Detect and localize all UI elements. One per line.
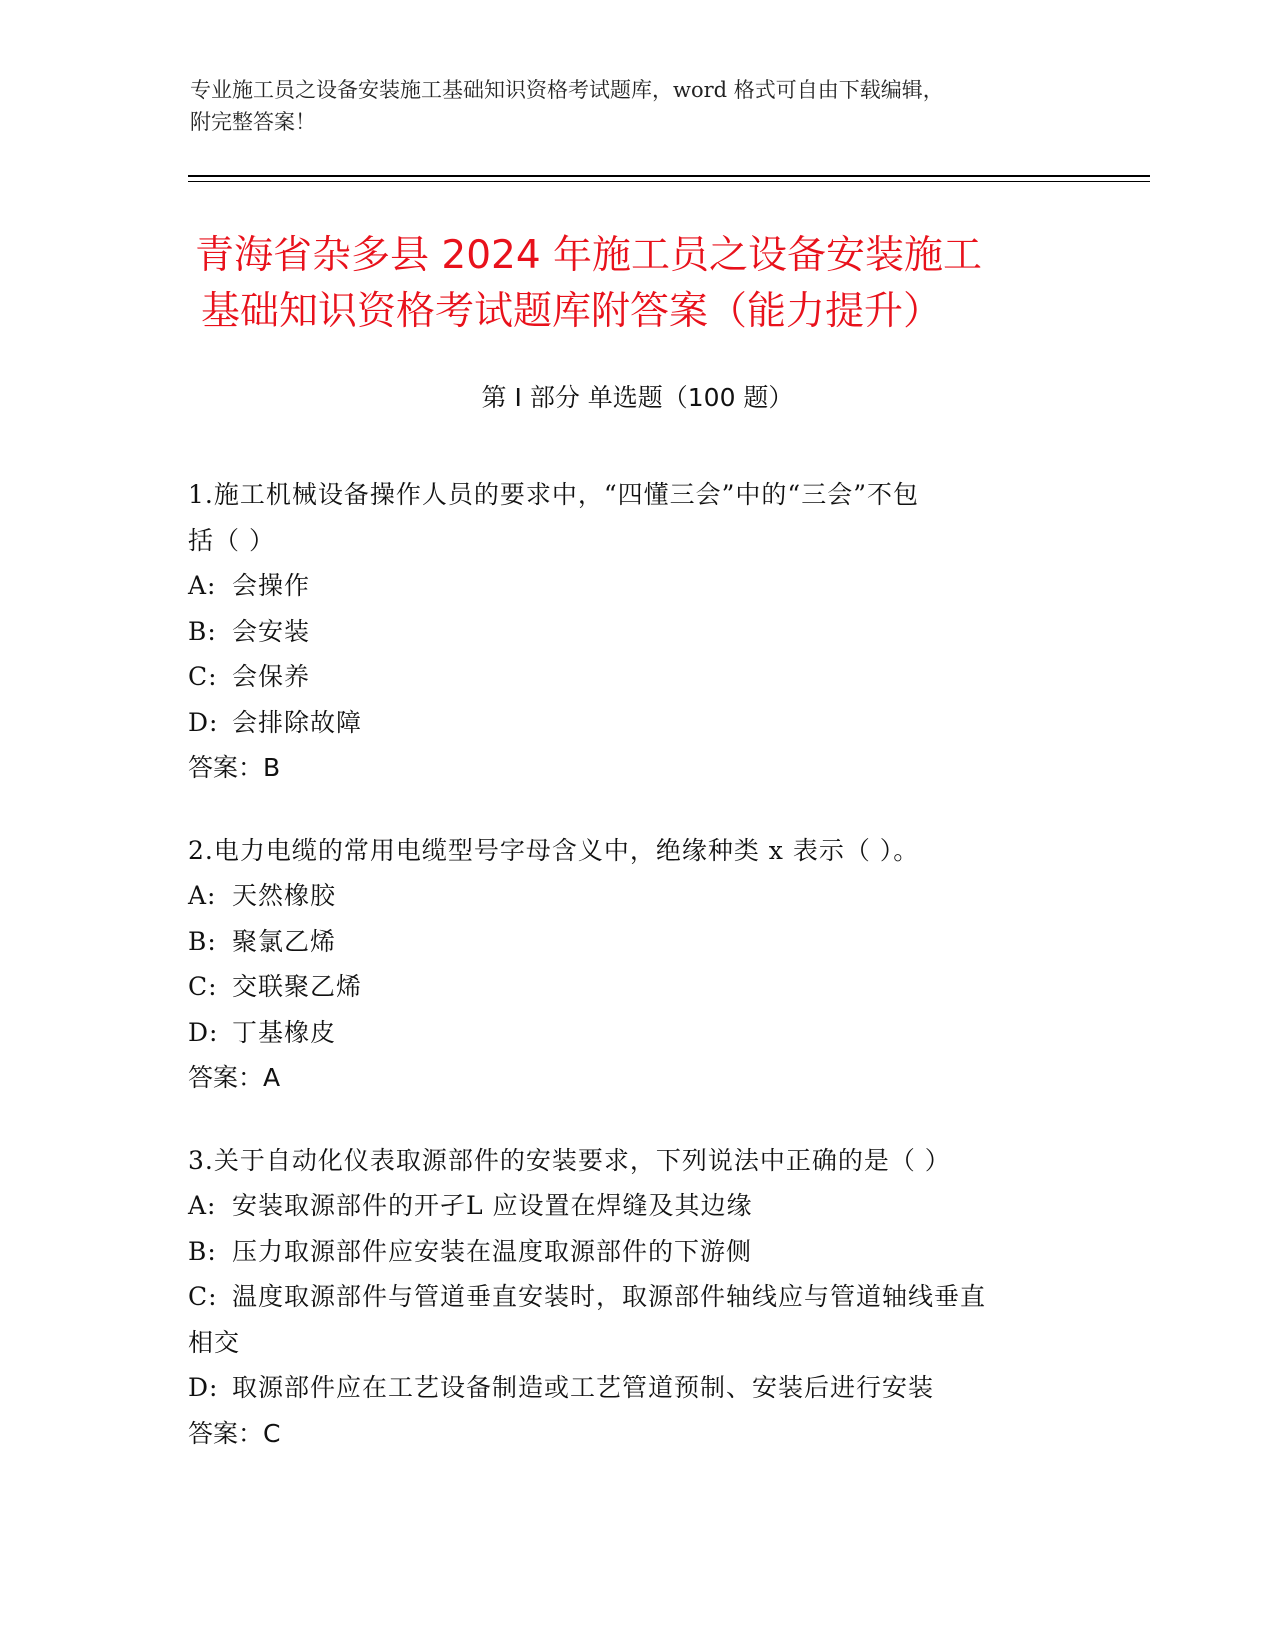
question-item xyxy=(188,472,1068,791)
answer-line: 答案：C xyxy=(188,1418,281,1448)
option-a xyxy=(188,873,1068,919)
intro-text xyxy=(190,74,1090,138)
option-key: D: xyxy=(188,1373,219,1402)
option-text: 交联聚乙烯 xyxy=(232,972,363,1001)
answer-line: 答案：B xyxy=(188,753,281,782)
question-stem-continuation: 括（ ） xyxy=(188,525,275,555)
intro-line-1: 专业施工员之设备安装施工基础知识资格考试题库，word 格式可自由下载编辑， xyxy=(190,78,944,102)
document-title xyxy=(195,228,1115,340)
question-stem: 2.电力电缆的常用电缆型号字母含义中，绝缘种类 x 表示（ ）。 xyxy=(188,835,920,865)
title-line-1: 青海省杂多县 2024 年施工员之设备安装施工 xyxy=(195,233,983,278)
option-text: 取源部件应在工艺设备制造或工艺管道预制、安装后进行安装 xyxy=(232,1373,935,1402)
option-key: C: xyxy=(188,1282,218,1311)
option-text: 天然橡胶 xyxy=(232,881,337,910)
option-key: A: xyxy=(188,571,217,600)
option-text: 聚氯乙烯 xyxy=(232,926,337,956)
option-key: C: xyxy=(188,972,218,1001)
header-divider-thin xyxy=(188,181,1150,182)
option-key: D: xyxy=(188,707,219,737)
option-text: 会安装 xyxy=(232,616,311,646)
option-key: C: xyxy=(188,662,218,691)
option-text: 丁基橡皮 xyxy=(232,1017,337,1047)
question-list xyxy=(188,472,1068,1493)
answer-line: 答案：A xyxy=(188,1063,281,1092)
option-b xyxy=(188,609,1068,655)
option-d xyxy=(188,700,1068,746)
option-c xyxy=(188,654,1068,700)
option-text: 会保养 xyxy=(232,662,311,691)
option-text: 安装取源部件的开孑L 应设置在焊缝及其边缘 xyxy=(232,1191,753,1220)
option-a xyxy=(188,563,1068,609)
option-a xyxy=(188,1183,1068,1229)
option-d xyxy=(188,1010,1068,1056)
option-b xyxy=(188,919,1068,965)
option-key: B: xyxy=(188,1236,217,1266)
option-c xyxy=(188,1274,1068,1320)
header-divider-thick xyxy=(188,175,1150,177)
question-item xyxy=(188,1138,1068,1457)
option-c-continuation: 相交 xyxy=(188,1327,241,1357)
option-b xyxy=(188,1229,1068,1275)
option-c xyxy=(188,964,1068,1010)
option-key: A: xyxy=(188,1191,217,1220)
title-line-2: 基础知识资格考试题库附答案（能力提升） xyxy=(201,289,943,334)
option-key: B: xyxy=(188,926,217,956)
question-item xyxy=(188,828,1068,1101)
option-key: D: xyxy=(188,1017,219,1047)
option-text: 会排除故障 xyxy=(232,707,363,737)
option-key: A: xyxy=(188,881,217,910)
question-stem: 3.关于自动化仪表取源部件的安装要求，下列说法中正确的是（ ） xyxy=(188,1145,951,1175)
intro-line-2: 附完整答案！ xyxy=(190,110,316,134)
option-text: 压力取源部件应安装在温度取源部件的下游侧 xyxy=(232,1236,753,1266)
option-key: B: xyxy=(188,616,217,646)
section-heading: 第 I 部分 单选题（100 题） xyxy=(481,383,794,412)
option-text: 会操作 xyxy=(232,571,311,600)
question-stem: 1.施工机械设备操作人员的要求中，“四懂三会”中的“三会”不包 xyxy=(188,480,919,509)
option-text: 温度取源部件与管道垂直安装时，取源部件轴线应与管道轴线垂直 xyxy=(232,1282,987,1311)
option-d xyxy=(188,1365,1068,1411)
